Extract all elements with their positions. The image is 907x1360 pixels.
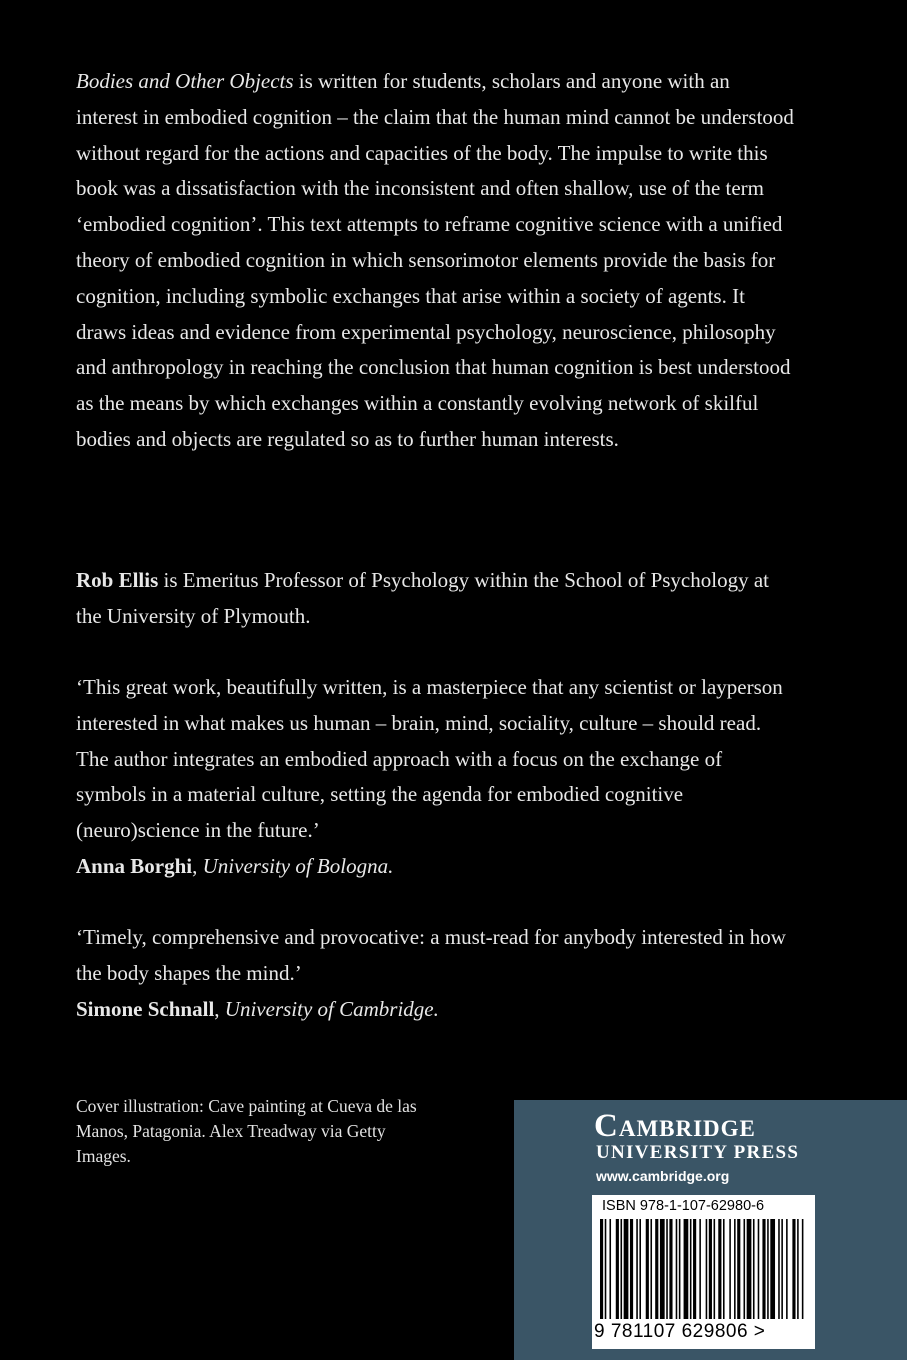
endorsement-quote: ‘Timely, comprehensive and provocative: a must-read for anybody interested in how the body shapes the mind.’ <box>76 925 786 985</box>
book-description <box>76 64 796 458</box>
author-bio-text: is Emeritus Professor of Psychology within the School of Psychology at the University of Plymouth. <box>76 568 769 628</box>
publisher-url: www.cambridge.org <box>596 1168 730 1184</box>
publisher-logo-name: Cambridge <box>594 1108 756 1144</box>
endorser-separator: , <box>192 853 203 878</box>
barcode <box>592 1195 815 1349</box>
author-name: Rob Ellis <box>76 568 159 592</box>
endorser-separator: , <box>214 996 225 1021</box>
barcode-digits: 9 781107 629806 > <box>594 1321 766 1342</box>
author-bio <box>76 563 796 635</box>
endorser-name: Anna Borghi <box>76 853 193 878</box>
endorsement <box>76 920 796 1027</box>
endorsement <box>76 670 796 885</box>
endorser-name: Simone Schnall <box>76 996 215 1021</box>
endorser-affiliation: University of Bologna. <box>202 853 394 878</box>
book-title: Bodies and Other Objects <box>76 69 294 93</box>
endorser-affiliation: University of Cambridge. <box>224 996 439 1021</box>
endorsement-quote: ‘This great work, beautifully written, is a masterpiece that any scientist or layperson interested in what makes us human – brain, mind, sociality, culture – should read. The author integrates an embodied approach with a focus on the exchange of symbols in a material culture, setting the agenda for embodied cognitive (neuro)science in the future.’ <box>76 675 783 843</box>
publisher-logo-subtitle: UNIVERSITY PRESS <box>596 1142 800 1163</box>
description-text: is written for students, scholars and anyone with an interest in embodied cognition – the claim that the human mind cannot be understood without regard for the actions and capacities of the body. The impulse to write this book was a dissatisfaction with the inconsistent and often shallow, use of the term ‘embodied cognition’. This text attempts to reframe cognitive science with a unified theory of embodied cognition in which sensorimotor elements provide the basis for cognition, including symbolic exchanges that arise within a society of agents. It draws ideas and evidence from experimental psychology, neuroscience, philosophy and anthropology in reaching the conclusion that human cognition is best understood as the means by which exchanges within a constantly evolving network of skilful bodies and objects are regulated so as to further human interests. <box>76 69 794 451</box>
publisher-panel <box>514 1100 907 1360</box>
cover-credit: Cover illustration: Cave painting at Cueva de las Manos, Patagonia. Alex Treadway via Getty Images. <box>76 1096 417 1166</box>
barcode-bars <box>600 1219 805 1319</box>
isbn-label: ISBN 978-1-107-62980-6 <box>602 1198 765 1214</box>
